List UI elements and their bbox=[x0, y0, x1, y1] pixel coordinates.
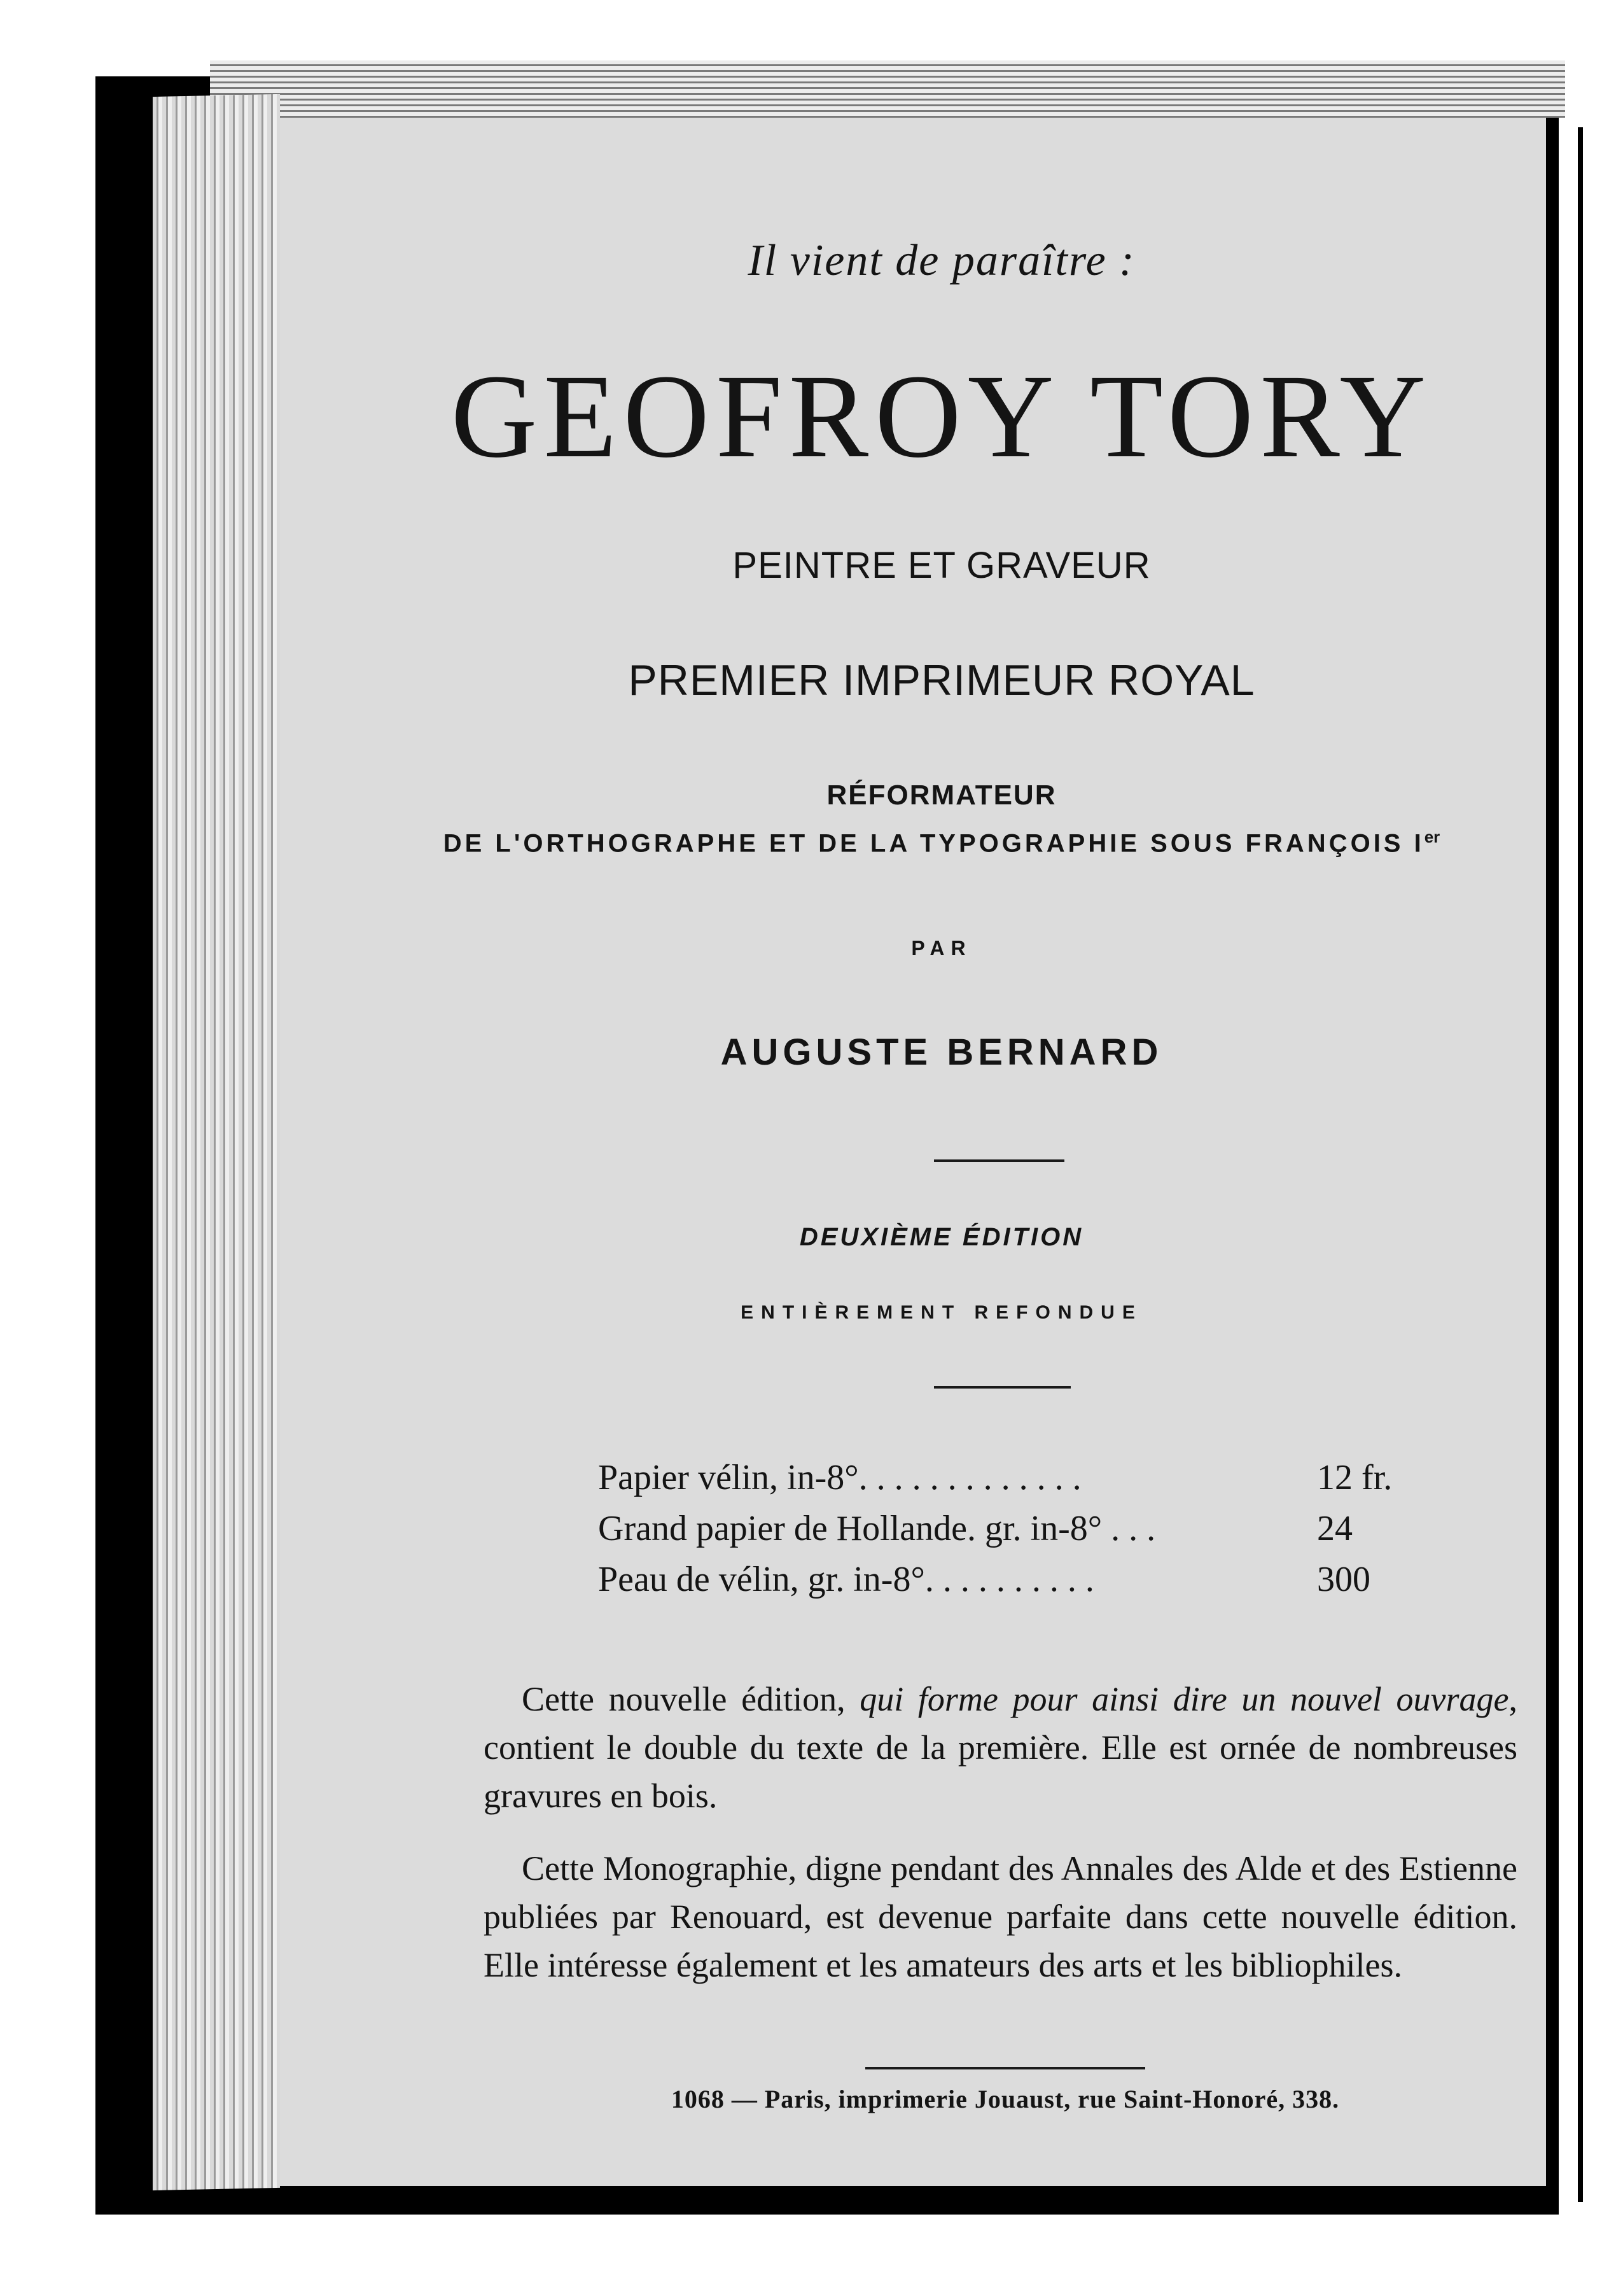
subtitle-printer: PREMIER IMPRIMEUR ROYAL bbox=[628, 656, 1255, 704]
by-label: PAR bbox=[911, 937, 972, 960]
page-top-edges bbox=[210, 60, 1565, 118]
paragraph-text: , contient le double du texte de la première. Elle est ornée de nombreuses gravures en bois. bbox=[484, 1680, 1517, 1815]
price-label: Papier vélin, in-8°. . . . . . . . . . . . . bbox=[598, 1458, 1082, 1497]
footer-rule bbox=[865, 2067, 1145, 2069]
subtitle-orthography-sup: er bbox=[1424, 827, 1440, 846]
paragraph-emphasis: qui forme pour ainsi dire un nouvel ouvrage bbox=[860, 1680, 1509, 1718]
paragraph-text: Cette nouvelle édition, bbox=[522, 1680, 860, 1718]
book-title: GEOFROY TORY bbox=[450, 349, 1433, 482]
divider-rule bbox=[934, 1386, 1071, 1389]
author-name: AUGUSTE BERNARD bbox=[720, 1032, 1163, 1073]
subtitle-painter: PEINTRE ET GRAVEUR bbox=[732, 545, 1151, 586]
subtitle-orthography bbox=[280, 827, 1602, 858]
description-paragraph: Cette Monographie, digne pendant des Annales des Alde et des Estienne publiées par Renouard, est devenue parfaite dans cette nouvelle édition. Elle intéresse également et les amateurs des arts et les bibliophiles. bbox=[484, 1849, 1517, 1984]
subtitle-reformer: RÉFORMATEUR bbox=[826, 780, 1057, 811]
intro-line: Il vient de paraître : bbox=[748, 236, 1136, 285]
printer-imprint: 1068 — Paris, imprimerie Jouaust, rue Saint-Honoré, 338. bbox=[671, 2085, 1340, 2113]
subtitle-orthography-text: DE L'ORTHOGRAPHE ET DE LA TYPOGRAPHIE SOUS FRANÇOIS I bbox=[443, 829, 1424, 858]
price-label: Peau de vélin, gr. in-8°. . . . . . . . . . bbox=[598, 1560, 1094, 1599]
edition-label: DEUXIÈME ÉDITION bbox=[799, 1223, 1084, 1251]
price-value: 300 bbox=[1317, 1560, 1370, 1599]
price-value: 24 bbox=[1317, 1509, 1353, 1548]
divider-rule bbox=[934, 1159, 1064, 1162]
price-row bbox=[598, 1508, 1412, 1559]
edition-note: ENTIÈREMENT REFONDUE bbox=[741, 1302, 1143, 1323]
price-label: Grand papier de Hollande. gr. in-8° . . . bbox=[598, 1509, 1156, 1548]
description-paragraph bbox=[484, 1675, 1517, 1820]
price-value: 12 fr. bbox=[1317, 1458, 1393, 1497]
price-row bbox=[598, 1457, 1412, 1508]
price-row bbox=[598, 1559, 1412, 1610]
page-side-edges bbox=[153, 94, 280, 2190]
